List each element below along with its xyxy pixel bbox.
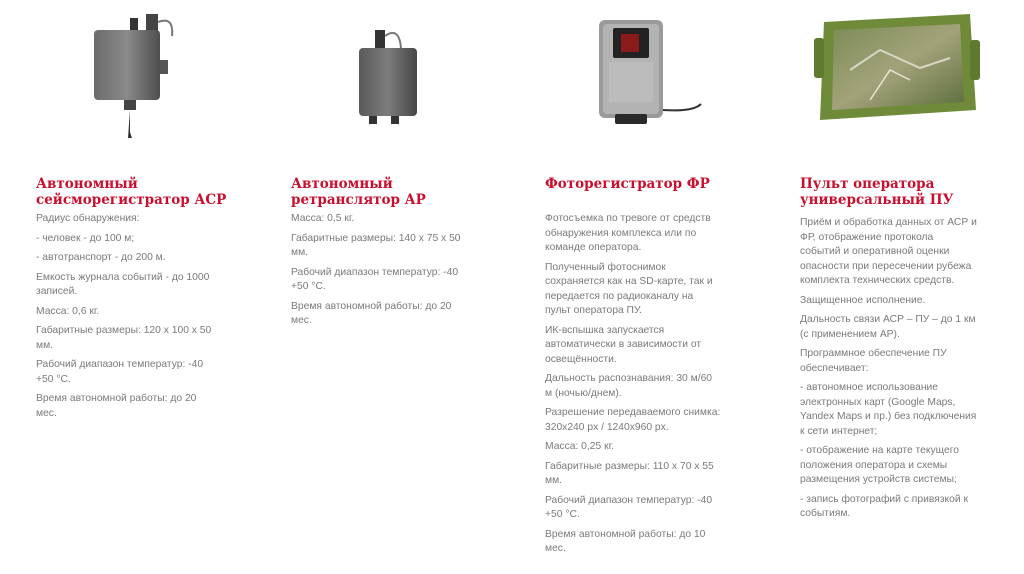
spec-text: Дальность распознавания: 30 м/60 м (ночью/днем). <box>545 373 713 399</box>
spec-text: Полученный фотоснимок сохраняется как на SD-карте, так и передается по радиоканалу на пульт оператора ПУ. <box>545 261 713 316</box>
product-description <box>545 212 745 562</box>
spec-text: Емкость журнала событий - до 1000 записей. <box>36 271 210 297</box>
photo-recorder-image <box>589 10 709 160</box>
product-title: Автономный сейсморегистратор АСР <box>36 176 227 208</box>
spec-text: - человек - до 100 м; <box>36 232 135 244</box>
spec-text: Масса: 0,5 кг. <box>291 213 355 224</box>
spec-text: Защищенное исполнение. <box>800 294 926 306</box>
product-description <box>291 212 491 334</box>
product-description <box>36 212 236 426</box>
product-title: Фоторегистратор ФР <box>545 176 710 192</box>
spec-text: Время автономной работы: до 20 мес. <box>291 300 452 326</box>
spec-text: Время автономной работы: до 20 мес. <box>36 393 197 419</box>
seismic-recorder-image <box>84 10 224 160</box>
spec-text: - автотранспорт - до 200 м. <box>36 252 166 263</box>
spec-text: Приём и обработка данных от АСР и ФР, отображение протокола событий и оперативной оценки опасности при пересечении рубежа комплекта технических средств. <box>800 217 977 286</box>
operator-console-image <box>810 10 985 160</box>
spec-text: Рабочий диапазон температур: -40 +50 °С. <box>545 494 713 520</box>
spec-text: Дальность связи АСР – ПУ – до 1 км (с применением АР). <box>800 314 976 340</box>
spec-text: - запись фотографий с привязкой к событиям. <box>800 493 968 519</box>
spec-text: Фотосъемка по тревоге от средств обнаружения комплекса или по команде оператора. <box>545 213 711 253</box>
spec-text: Время автономной работы: до 10 мес. <box>545 528 706 554</box>
product-description <box>800 216 995 527</box>
spec-text: Разрешение передаваемого снимка: 320х240 px / 1240х960 px. <box>545 407 721 433</box>
spec-text: Масса: 0,6 кг. <box>36 305 100 317</box>
product-card-operator-console <box>800 0 995 574</box>
spec-text: - автономное использование электронных карт (Google Maps, Yandex Maps и пр.) без подключения к сети интернет; <box>800 382 977 437</box>
spec-text: Габаритные размеры: 140 х 75 х 50 мм. <box>291 232 461 258</box>
spec-text: Радиус обнаружения: <box>36 213 140 224</box>
product-title: Автономный ретранслятор АР <box>291 176 426 208</box>
spec-text: Рабочий диапазон температур: -40 +50 °С. <box>36 359 204 385</box>
product-title: Пульт оператора универсальный ПУ <box>800 176 954 208</box>
spec-text: Рабочий диапазон температур: -40 +50 °С. <box>291 266 459 292</box>
spec-text: Программное обеспечение ПУ обеспечивает: <box>800 348 947 374</box>
spec-text: Габаритные размеры: 110 х 70 х 55 мм. <box>545 460 714 486</box>
spec-text: - отображение на карте текущего положения оператора и схемы размещения устройств системы; <box>800 445 959 485</box>
repeater-image <box>351 10 431 160</box>
product-card-repeater <box>291 0 491 574</box>
product-card-photo-recorder <box>545 0 745 574</box>
product-card-seismic-recorder <box>36 0 236 574</box>
spec-text: ИК-вспышка запускается автоматически в зависимости от освещённости. <box>545 324 702 365</box>
spec-text: Масса: 0,25 кг. <box>545 441 614 452</box>
spec-text: Габаритные размеры: 120 х 100 х 50 мм. <box>36 325 212 351</box>
